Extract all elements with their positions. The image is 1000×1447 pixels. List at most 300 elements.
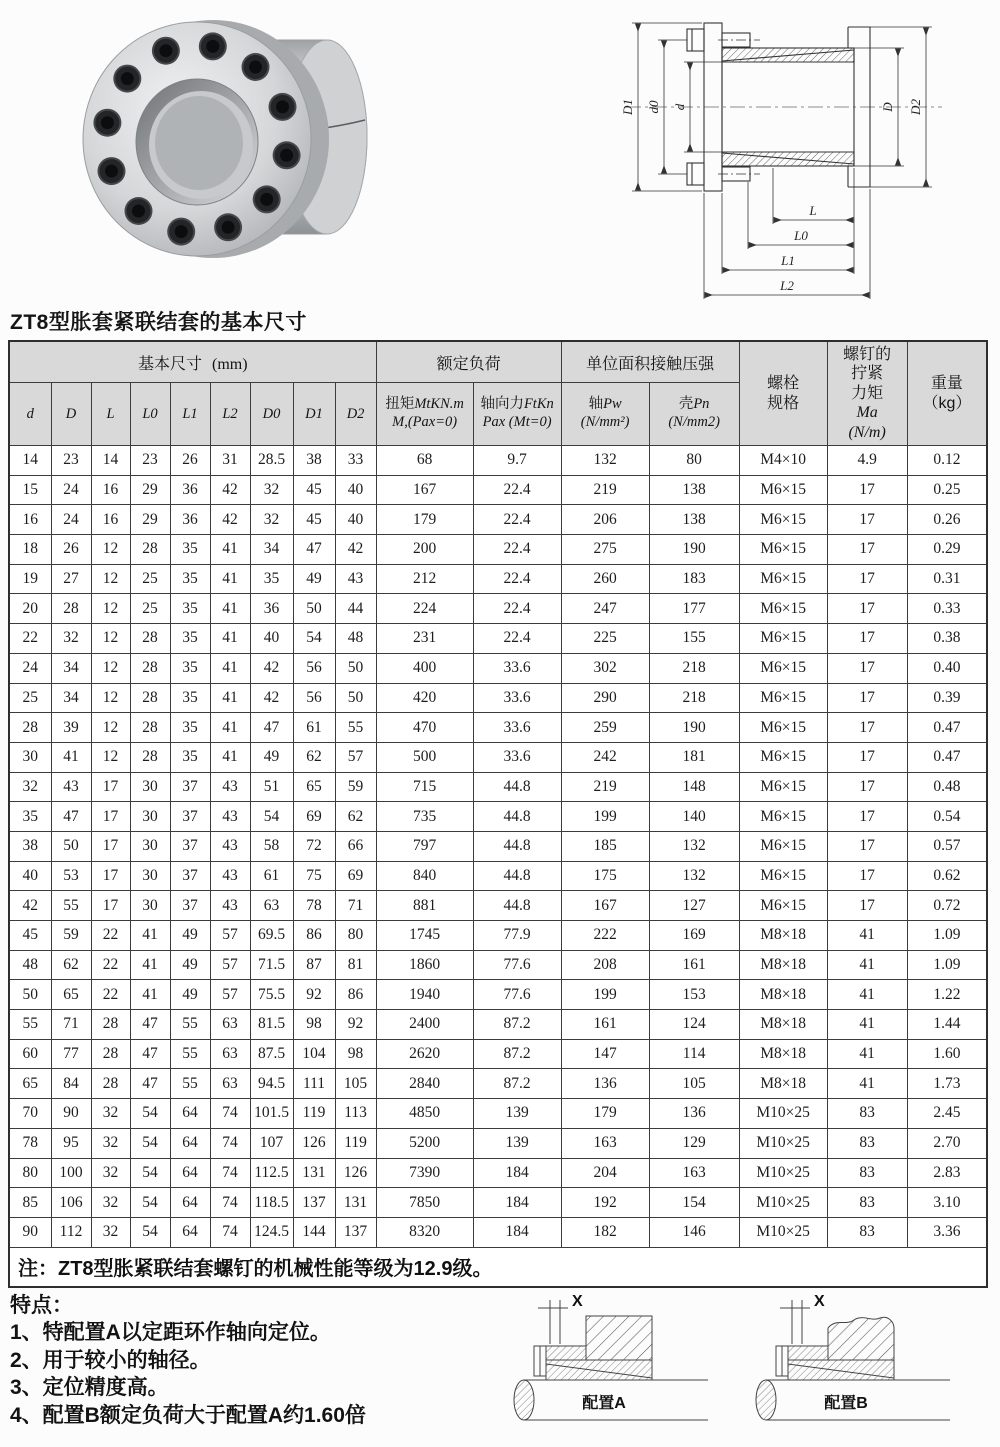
table-cell: 17 xyxy=(827,683,907,713)
table-cell: 83 xyxy=(827,1217,907,1247)
x-dimension xyxy=(780,1300,810,1344)
table-cell: 30 xyxy=(130,772,170,802)
table-cell: 154 xyxy=(649,1188,739,1218)
table-cell: 222 xyxy=(561,921,649,951)
table-row xyxy=(9,1128,987,1158)
table-cell: 41 xyxy=(130,980,170,1010)
table-cell: 3.36 xyxy=(907,1217,987,1247)
table-cell: 78 xyxy=(9,1128,51,1158)
dim-label-d: d xyxy=(672,103,687,111)
table-cell: 74 xyxy=(210,1188,250,1218)
table-cell: 55 xyxy=(335,713,376,743)
locking-screw xyxy=(776,1346,788,1376)
table-cell: 64 xyxy=(170,1099,210,1129)
table-cell: 14 xyxy=(91,446,130,476)
table-cell: 881 xyxy=(376,891,473,921)
table-cell: 0.57 xyxy=(907,831,987,861)
dimension-labels xyxy=(620,99,923,293)
table-cell: 34 xyxy=(51,683,91,713)
center-bore xyxy=(136,79,258,205)
table-cell: 153 xyxy=(649,980,739,1010)
table-cell: 74 xyxy=(210,1217,250,1247)
table-cell: M8×18 xyxy=(739,980,827,1010)
table-cell: 0.39 xyxy=(907,683,987,713)
table-cell: 1.60 xyxy=(907,1039,987,1069)
table-cell: 129 xyxy=(649,1128,739,1158)
table-cell: 32 xyxy=(51,624,91,654)
dim-label-D2: D2 xyxy=(908,99,923,115)
table-cell: 28 xyxy=(130,683,170,713)
table-cell: 56 xyxy=(293,653,335,683)
table-cell: 49 xyxy=(170,980,210,1010)
table-cell: 35 xyxy=(170,683,210,713)
table-cell: 167 xyxy=(376,475,473,505)
table-cell: 47 xyxy=(293,535,335,565)
table-cell: 56 xyxy=(293,683,335,713)
table-cell: 1940 xyxy=(376,980,473,1010)
dim-label-L: L xyxy=(809,203,817,218)
header-tightening-torque: 螺钉的 拧紧 力矩 Ma (N/m) xyxy=(827,341,907,446)
table-cell: 50 xyxy=(335,653,376,683)
table-cell: 44.8 xyxy=(473,802,561,832)
table-cell: 41 xyxy=(210,713,250,743)
table-cell: 64 xyxy=(170,1128,210,1158)
table-cell: 1.22 xyxy=(907,980,987,1010)
config-a-diagram xyxy=(500,1292,718,1431)
table-cell: 80 xyxy=(649,446,739,476)
table-cell: 12 xyxy=(91,564,130,594)
table-cell: M8×18 xyxy=(739,921,827,951)
header-weight: 重量 （kg） xyxy=(907,341,987,446)
table-cell: 28 xyxy=(9,713,51,743)
table-cell: 57 xyxy=(210,950,250,980)
table-cell: 34 xyxy=(51,653,91,683)
table-cell: 17 xyxy=(827,475,907,505)
table-cell: 100 xyxy=(51,1158,91,1188)
table-cell: 183 xyxy=(649,564,739,594)
header-contact-pressure: 单位面积接触压强 xyxy=(561,341,739,383)
table-cell: 71 xyxy=(335,891,376,921)
table-cell: 28 xyxy=(91,1010,130,1040)
feature-item: 1、特配置A以定距环作轴向定位。 xyxy=(10,1321,331,1344)
table-cell: 71 xyxy=(51,1010,91,1040)
table-cell: 2840 xyxy=(376,1069,473,1099)
table-row xyxy=(9,861,987,891)
table-cell: 43 xyxy=(210,861,250,891)
table-row xyxy=(9,950,987,980)
table-cell: 20 xyxy=(9,594,51,624)
table-cell: 7390 xyxy=(376,1158,473,1188)
table-cell: 124 xyxy=(649,1010,739,1040)
table-cell: 59 xyxy=(335,772,376,802)
feature-item: 2、用于较小的轴径。 xyxy=(10,1348,211,1372)
table-cell: 50 xyxy=(51,831,91,861)
table-cell: 0.33 xyxy=(907,594,987,624)
table-cell: 30 xyxy=(130,891,170,921)
table-cell: 140 xyxy=(649,802,739,832)
table-cell: 41 xyxy=(210,742,250,772)
locking-screw xyxy=(534,1346,546,1376)
table-cell: 224 xyxy=(376,594,473,624)
table-cell: M6×15 xyxy=(739,475,827,505)
table-cell: 32 xyxy=(250,475,293,505)
table-cell: 68 xyxy=(376,446,473,476)
table-cell: M6×15 xyxy=(739,594,827,624)
table-cell: 0.40 xyxy=(907,653,987,683)
table-cell: 18 xyxy=(9,535,51,565)
table-cell: 51 xyxy=(250,772,293,802)
table-row xyxy=(9,713,987,743)
table-cell: 33.6 xyxy=(473,713,561,743)
table-cell: 28 xyxy=(91,1069,130,1099)
table-cell: 12 xyxy=(91,653,130,683)
hub-section xyxy=(828,1317,894,1360)
table-cell: 179 xyxy=(376,505,473,535)
table-cell: 275 xyxy=(561,535,649,565)
table-cell: 136 xyxy=(561,1069,649,1099)
table-cell: 69.5 xyxy=(250,921,293,951)
features-heading: 特点： xyxy=(10,1294,73,1317)
table-cell: 37 xyxy=(170,772,210,802)
table-cell: 204 xyxy=(561,1158,649,1188)
table-cell: 41 xyxy=(130,950,170,980)
table-cell: M8×18 xyxy=(739,950,827,980)
table-cell: 28 xyxy=(130,713,170,743)
table-cell: 38 xyxy=(9,831,51,861)
table-cell: 42 xyxy=(250,683,293,713)
table-cell: 74 xyxy=(210,1158,250,1188)
table-row xyxy=(9,802,987,832)
table-cell: 400 xyxy=(376,653,473,683)
table-row xyxy=(9,683,987,713)
table-cell: 181 xyxy=(649,742,739,772)
table-cell: 35 xyxy=(170,564,210,594)
table-cell: 470 xyxy=(376,713,473,743)
table-cell: 5200 xyxy=(376,1128,473,1158)
table-cell: 290 xyxy=(561,683,649,713)
table-cell: M8×18 xyxy=(739,1039,827,1069)
table-cell: 126 xyxy=(293,1128,335,1158)
table-row xyxy=(9,921,987,951)
table-cell: 63 xyxy=(210,1039,250,1069)
table-cell: M10×25 xyxy=(739,1158,827,1188)
table-cell: 17 xyxy=(827,624,907,654)
table-cell: 63 xyxy=(210,1010,250,1040)
table-cell: 500 xyxy=(376,742,473,772)
table-cell: 127 xyxy=(649,891,739,921)
table-cell: 106 xyxy=(51,1188,91,1218)
table-cell: 37 xyxy=(170,891,210,921)
table-cell: 95 xyxy=(51,1128,91,1158)
table-cell: 54 xyxy=(130,1217,170,1247)
table-cell: 19 xyxy=(9,564,51,594)
table-row xyxy=(9,1069,987,1099)
table-cell: 12 xyxy=(91,624,130,654)
table-cell: 35 xyxy=(170,713,210,743)
table-cell: 54 xyxy=(293,624,335,654)
table-cell: 41 xyxy=(827,950,907,980)
config-a-label: 配置A xyxy=(582,1395,626,1412)
table-cell: 31 xyxy=(210,446,250,476)
table-cell: 55 xyxy=(170,1010,210,1040)
table-cell: 219 xyxy=(561,772,649,802)
table-cell: 62 xyxy=(51,950,91,980)
table-cell: 22 xyxy=(91,921,130,951)
table-cell: 83 xyxy=(827,1099,907,1129)
table-cell: 30 xyxy=(130,831,170,861)
table-cell: 126 xyxy=(335,1158,376,1188)
table-cell: 55 xyxy=(51,891,91,921)
table-cell: 77.9 xyxy=(473,921,561,951)
table-cell: 22.4 xyxy=(473,505,561,535)
table-cell: 40 xyxy=(335,475,376,505)
table-cell: 63 xyxy=(250,891,293,921)
table-cell: 70 xyxy=(9,1099,51,1129)
table-cell: 41 xyxy=(210,653,250,683)
header-col-L: L xyxy=(91,383,130,446)
table-cell: M6×15 xyxy=(739,653,827,683)
table-cell: 32 xyxy=(91,1217,130,1247)
table-cell: 27 xyxy=(51,564,91,594)
table-cell: 17 xyxy=(91,772,130,802)
table-cell: 32 xyxy=(91,1099,130,1129)
table-cell: 177 xyxy=(649,594,739,624)
dimensions-table xyxy=(8,340,988,1288)
table-cell: 65 xyxy=(51,980,91,1010)
table-cell: 0.25 xyxy=(907,475,987,505)
table-row xyxy=(9,653,987,683)
table-cell: 54 xyxy=(130,1188,170,1218)
table-cell: 33 xyxy=(335,446,376,476)
table-cell: 0.38 xyxy=(907,624,987,654)
table-cell: 35 xyxy=(170,653,210,683)
table-cell: 34 xyxy=(250,535,293,565)
table-cell: 15 xyxy=(9,475,51,505)
table-cell: 1.09 xyxy=(907,950,987,980)
table-cell: 32 xyxy=(91,1128,130,1158)
table-cell: 184 xyxy=(473,1188,561,1218)
table-cell: 1745 xyxy=(376,921,473,951)
table-cell: 35 xyxy=(170,624,210,654)
table-row xyxy=(9,742,987,772)
table-cell: 65 xyxy=(9,1069,51,1099)
table-cell: 139 xyxy=(473,1099,561,1129)
table-cell: 131 xyxy=(335,1188,376,1218)
table-cell: 74 xyxy=(210,1099,250,1129)
table-cell: 28 xyxy=(130,624,170,654)
table-cell: 72 xyxy=(293,831,335,861)
table-row xyxy=(9,594,987,624)
table-cell: 37 xyxy=(170,802,210,832)
table-cell: 33.6 xyxy=(473,683,561,713)
table-cell: 28 xyxy=(51,594,91,624)
table-cell: 155 xyxy=(649,624,739,654)
table-cell: 49 xyxy=(170,950,210,980)
table-cell: M6×15 xyxy=(739,742,827,772)
table-cell: 12 xyxy=(91,683,130,713)
table-cell: 48 xyxy=(335,624,376,654)
table-cell: 78 xyxy=(293,891,335,921)
table-cell: 47 xyxy=(130,1039,170,1069)
table-cell: 35 xyxy=(170,742,210,772)
table-cell: 50 xyxy=(335,683,376,713)
note-row: 注：ZT8型胀紧联结套螺钉的机械性能等级为12.9级。 xyxy=(9,1247,987,1287)
table-cell: 3.10 xyxy=(907,1188,987,1218)
table-cell: 302 xyxy=(561,653,649,683)
table-cell: 62 xyxy=(335,802,376,832)
table-cell: 42 xyxy=(210,505,250,535)
table-row xyxy=(9,891,987,921)
dim-label-D1: D1 xyxy=(620,99,635,115)
table-cell: 4850 xyxy=(376,1099,473,1129)
table-cell: 69 xyxy=(293,802,335,832)
dim-label-L2: L2 xyxy=(780,278,794,293)
table-cell: 60 xyxy=(9,1039,51,1069)
table-cell: 53 xyxy=(51,861,91,891)
table-cell: 138 xyxy=(649,475,739,505)
table-cell: 33.6 xyxy=(473,653,561,683)
table-cell: 98 xyxy=(335,1039,376,1069)
table-cell: 83 xyxy=(827,1128,907,1158)
table-row xyxy=(9,831,987,861)
table-row xyxy=(9,1158,987,1188)
table-cell: M8×18 xyxy=(739,1069,827,1099)
table-cell: 137 xyxy=(293,1188,335,1218)
table-cell: 29 xyxy=(130,475,170,505)
table-cell: 7850 xyxy=(376,1188,473,1218)
table-cell: 39 xyxy=(51,713,91,743)
table-cell: 87.2 xyxy=(473,1010,561,1040)
header-col-D2: D2 xyxy=(335,383,376,446)
table-cell: 90 xyxy=(9,1217,51,1247)
page-title: ZT8型胀套紧联结套的基本尺寸 xyxy=(10,311,307,334)
table-cell: 17 xyxy=(827,535,907,565)
table-cell: 0.72 xyxy=(907,891,987,921)
product-photo xyxy=(25,8,420,298)
table-cell: 40 xyxy=(335,505,376,535)
table-cell: 85 xyxy=(9,1188,51,1218)
table-cell: 163 xyxy=(561,1128,649,1158)
table-cell: 14 xyxy=(9,446,51,476)
table-cell: 28 xyxy=(130,653,170,683)
table-cell: 61 xyxy=(293,713,335,743)
table-cell: 64 xyxy=(170,1188,210,1218)
table-row xyxy=(9,1039,987,1069)
table-cell: 47 xyxy=(250,713,293,743)
table-cell: 2620 xyxy=(376,1039,473,1069)
table-cell: 17 xyxy=(827,742,907,772)
table-cell: 41 xyxy=(210,624,250,654)
table-cell: 28 xyxy=(91,1039,130,1069)
table-cell: 32 xyxy=(9,772,51,802)
table-cell: 22 xyxy=(91,980,130,1010)
table-cell: 49 xyxy=(250,742,293,772)
table-cell: 420 xyxy=(376,683,473,713)
table-cell: 22 xyxy=(91,950,130,980)
table-cell: M10×25 xyxy=(739,1217,827,1247)
table-cell: 43 xyxy=(210,802,250,832)
table-cell: 161 xyxy=(561,1010,649,1040)
table-cell: 0.48 xyxy=(907,772,987,802)
header-col-D: D xyxy=(51,383,91,446)
table-cell: 41 xyxy=(210,594,250,624)
table-cell: 146 xyxy=(649,1217,739,1247)
table-cell: 132 xyxy=(561,446,649,476)
table-cell: 83 xyxy=(827,1188,907,1218)
table-cell: 112.5 xyxy=(250,1158,293,1188)
table-cell: M6×15 xyxy=(739,772,827,802)
table-cell: 41 xyxy=(827,980,907,1010)
table-cell: 1.09 xyxy=(907,921,987,951)
header-col-d: d xyxy=(9,383,51,446)
table-cell: 65 xyxy=(293,772,335,802)
table-cell: 208 xyxy=(561,950,649,980)
table-cell: 2.70 xyxy=(907,1128,987,1158)
table-cell: 119 xyxy=(293,1099,335,1129)
table-cell: 29 xyxy=(130,505,170,535)
table-cell: 17 xyxy=(91,802,130,832)
table-cell: 41 xyxy=(827,1039,907,1069)
table-cell: 0.54 xyxy=(907,802,987,832)
table-cell: 92 xyxy=(293,980,335,1010)
table-cell: 131 xyxy=(293,1158,335,1188)
table-row xyxy=(9,1099,987,1129)
table-cell: 24 xyxy=(9,653,51,683)
table-cell: 75.5 xyxy=(250,980,293,1010)
table-cell: 43 xyxy=(210,831,250,861)
table-cell: 62 xyxy=(293,742,335,772)
table-cell: 92 xyxy=(335,1010,376,1040)
table-cell: 24 xyxy=(51,505,91,535)
table-cell: 87.2 xyxy=(473,1039,561,1069)
table-cell: 24 xyxy=(51,475,91,505)
table-cell: 63 xyxy=(210,1069,250,1099)
table-cell: 44.8 xyxy=(473,861,561,891)
table-cell: 81.5 xyxy=(250,1010,293,1040)
header-bolt-spec: 螺栓 规格 xyxy=(739,341,827,446)
table-row xyxy=(9,564,987,594)
table-cell: 66 xyxy=(335,831,376,861)
table-cell: M10×25 xyxy=(739,1188,827,1218)
table-cell: 28 xyxy=(130,742,170,772)
header-col-D1: D1 xyxy=(293,383,335,446)
table-cell: 55 xyxy=(170,1039,210,1069)
table-cell: 41 xyxy=(130,921,170,951)
table-cell: 81 xyxy=(335,950,376,980)
header-shell-pressure: 壳Pn (N/mm2) xyxy=(649,383,739,446)
table-cell: 41 xyxy=(51,742,91,772)
table-cell: 17 xyxy=(827,831,907,861)
table-cell: 132 xyxy=(649,831,739,861)
table-cell: 94.5 xyxy=(250,1069,293,1099)
table-cell: 77 xyxy=(51,1039,91,1069)
table-cell: 0.47 xyxy=(907,742,987,772)
table-cell: 17 xyxy=(827,802,907,832)
table-cell: 17 xyxy=(827,713,907,743)
table-cell: 30 xyxy=(130,861,170,891)
table-cell: 16 xyxy=(91,505,130,535)
table-cell: 41 xyxy=(827,1069,907,1099)
table-cell: 36 xyxy=(170,475,210,505)
table-cell: 137 xyxy=(335,1217,376,1247)
table-cell: 50 xyxy=(9,980,51,1010)
x-dimension xyxy=(538,1300,568,1344)
table-cell: 167 xyxy=(561,891,649,921)
table-cell: 22.4 xyxy=(473,564,561,594)
table-cell: M6×15 xyxy=(739,861,827,891)
header-col-L1: L1 xyxy=(170,383,210,446)
header-col-L0: L0 xyxy=(130,383,170,446)
